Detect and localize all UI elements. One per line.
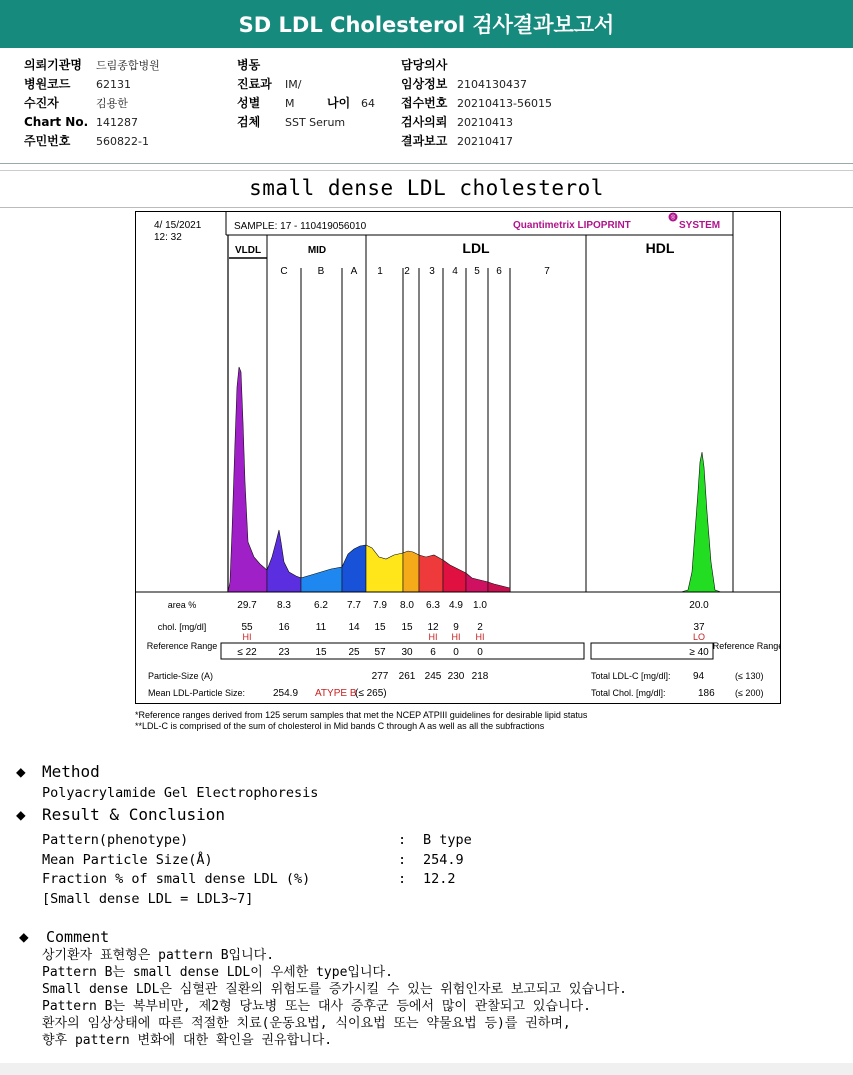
ref-value: 6 [430,647,436,658]
chart-time: 12: 32 [154,232,182,243]
pattern-label: Pattern(phenotype) [42,832,189,848]
mean-size-value: 254.9 [273,688,299,699]
particle-size-value: 230 [447,671,465,682]
fraction-colon: : [398,871,407,887]
ref-value: ≤ 22 [237,647,257,658]
comment-line-2: Pattern B는 small dense LDL이 우세한 type입니다. [42,965,393,980]
lipoprint-brand-suffix: SYSTEM [679,220,721,231]
request-value: 20210413 [457,116,513,129]
patient-info-col2 [237,56,375,132]
mean-type-value: ATYPE B [315,688,357,699]
chart-value: 141287 [96,116,138,129]
band-label-3: 3 [429,266,435,277]
total-chol-value: 186 [698,688,715,699]
area-value: 4.9 [449,600,463,611]
result-date-value: 20210417 [457,135,513,148]
trace-band-1 [267,530,301,592]
total-chol-ref: (≤ 200) [735,688,764,698]
mps-colon: : [398,852,407,868]
band-label-C: C [280,266,288,277]
flag-value: HI [451,632,461,642]
comment-line-6: 향후 pattern 변화에 대한 확인을 권유합니다. [42,1033,333,1048]
ref-value: ≥ 40 [689,647,709,658]
area-value: 7.9 [373,600,387,611]
doctor-label: 담당의사 [401,58,448,72]
specimen-value: SST Serum [285,116,346,129]
area-value: 29.7 [237,600,257,611]
flag-value: HI [475,632,485,642]
band-label-7: 7 [544,266,550,277]
trace-band-5 [403,551,419,592]
row-label-total-chol: Total Chol. [mg/dl]: [591,688,666,698]
chol-value: 37 [693,622,705,633]
chol-value: 15 [401,622,413,633]
result-heading: Result & Conclusion [42,805,226,824]
resident-label: 주민번호 [24,134,71,148]
total-ldl-ref: (≤ 130) [735,671,764,681]
chart-date: 4/ 15/2021 [154,220,202,231]
footer-bar [0,1063,853,1075]
result-diamond-icon: ◆ [16,805,26,824]
trace-band-0 [228,367,267,592]
total-ldl-value: 94 [693,671,705,682]
comment-diamond-icon: ◆ [19,927,29,946]
patient-info-col1 [24,56,160,151]
receipt-label: 접수번호 [401,96,448,110]
examinee-label: 수진자 [24,96,59,110]
pattern-colon: : [398,832,407,848]
chol-value: 2 [477,622,483,633]
mps-label: Mean Particle Size(Å) [42,852,213,868]
dept-value: IM/ [285,78,302,91]
comment-line-1: 상기환자 표현형은 pattern B입니다. [42,948,275,963]
chol-value: 15 [374,622,386,633]
band-label-A: A [350,266,358,277]
row-label-ref: Reference Range [146,641,218,651]
comment-line-4: Pattern B는 복부비만, 제2형 당뇨병 또는 대사 증후군 등에서 많이 관찰되고 있습니다. [42,999,591,1014]
footnote-1: *Reference ranges derived from 125 serum samples that met the NCEP ATPIII guidelines for desirable lipid status [135,710,588,720]
band-label-2: 2 [404,266,410,277]
section-title: small dense LDL cholesterol [249,176,604,200]
row-label-mean-size: Mean LDL-Particle Size: [148,688,246,698]
flag-value: HI [242,632,252,642]
mean-ref-value: (≤ 265) [355,688,387,699]
group-label-vldl: VLDL [234,245,262,256]
fraction-label: Fraction % of small dense LDL (%) [42,871,311,887]
fraction-value: 12.2 [423,871,456,887]
pattern-value: B type [423,832,472,848]
sex-value: M [285,97,295,110]
chol-value: 14 [348,622,360,633]
band-label-1: 1 [377,266,383,277]
row-label-total-ldl: Total LDL-C [mg/dl]: [591,671,671,681]
trace-band-2 [301,567,342,592]
sample-id: SAMPLE: 17 - 110419056010 [234,221,367,232]
trace-band-9 [488,582,510,592]
method-text: Polyacrylamide Gel Electrophoresis [42,785,319,801]
group-label-mid: MID [307,245,327,256]
row-label-area: area % [167,600,197,610]
band-label-4: 4 [452,266,458,277]
section-divider [0,207,853,208]
ref-value: 30 [401,647,413,658]
area-value: 20.0 [689,600,709,611]
particle-size-value: 261 [398,671,416,682]
age-value: 64 [361,97,375,110]
request-label: 검사의뢰 [401,115,448,129]
hospital-label: 의뢰기관명 [24,58,82,72]
footnote-2: **LDL-C is comprised of the sum of cholesterol in Mid bands C through A as well as all the subfractions [135,721,545,731]
trace-band-10 [681,452,721,592]
clinical-label: 임상정보 [401,77,448,91]
trace-band-3 [342,545,366,592]
area-value: 6.2 [314,600,328,611]
ref-value: 0 [453,647,459,658]
particle-size-value: 277 [371,671,389,682]
trace-band-6 [419,555,443,592]
info-divider [0,163,853,164]
code-label: 병원코드 [24,77,71,91]
chol-value: 55 [241,622,253,633]
area-value: 6.3 [426,600,440,611]
resident-value: 560822-1 [96,135,149,148]
report-title: SD LDL Cholesterol 검사결과보고서 [238,13,615,37]
examinee-value: 김용한 [96,97,128,110]
lipoprint-chart [135,211,781,704]
specimen-label: 검체 [237,115,261,129]
electrophoresis-chart [136,212,780,703]
particle-size-value: 245 [424,671,442,682]
flag-value: HI [428,632,438,642]
row-label-ref-right: Reference Range [712,641,780,651]
band-label-6: 6 [496,266,502,277]
band-label-5: 5 [474,266,480,277]
age-label: 나이 [327,96,351,110]
ref-value: 25 [348,647,360,658]
result-date-label: 결과보고 [401,134,448,148]
mps-value: 254.9 [423,852,464,868]
area-value: 1.0 [473,600,487,611]
ref-value: 0 [477,647,483,658]
area-value: 7.7 [347,600,361,611]
chol-value: 16 [278,622,290,633]
chol-value: 11 [315,622,327,633]
comment-heading: Comment [46,928,110,946]
ref-value: 15 [315,647,327,658]
sd-ldl-note: [Small dense LDL = LDL3~7] [42,891,254,907]
particle-size-value: 218 [471,671,489,682]
comment-line-3: Small dense LDL은 심혈관 질환의 위험도를 증가시킬 수 있는 위험인자로 보고되고 있습니다. [42,982,627,997]
chol-value: 9 [453,622,459,633]
group-label-ldl: LDL [462,240,490,256]
registered-mark-glyph: ® [670,215,676,222]
clinical-value: 2104130437 [457,78,527,91]
comment-line-5: 환자의 임상상태에 따른 적절한 치료(운동요법, 식이요법 또는 약물요법 등)를 권하며, [42,1016,571,1031]
method-diamond-icon: ◆ [16,762,26,781]
trace-band-7 [443,560,466,592]
area-value: 8.3 [277,600,291,611]
info-divider-2 [0,170,853,171]
area-value: 8.0 [400,600,414,611]
trace-band-4 [366,545,403,592]
receipt-value: 20210413-56015 [457,97,552,110]
band-label-B: B [317,266,325,277]
code-value: 62131 [96,78,131,91]
ward-label: 병동 [237,58,261,72]
group-label-hdl: HDL [645,240,675,256]
comment-body [42,947,627,1049]
sex-label: 성별 [237,96,261,110]
chart-label: Chart No. [24,115,89,129]
flag-value: LO [692,632,706,642]
method-heading: Method [42,762,100,781]
dept-label: 진료과 [237,77,272,91]
hospital-value: 드림종합병원 [96,59,160,72]
row-label-particle-size: Particle-Size (A) [148,671,214,681]
ref-value: 23 [278,647,290,658]
lipoprint-brand: Quantimetrix LIPOPRINT [513,220,631,231]
trace-band-8 [466,573,488,592]
chol-value: 12 [427,622,439,633]
patient-info-col3 [401,56,552,151]
ref-value: 57 [374,647,386,658]
row-label-chol: chol. [mg/dl] [157,622,207,632]
